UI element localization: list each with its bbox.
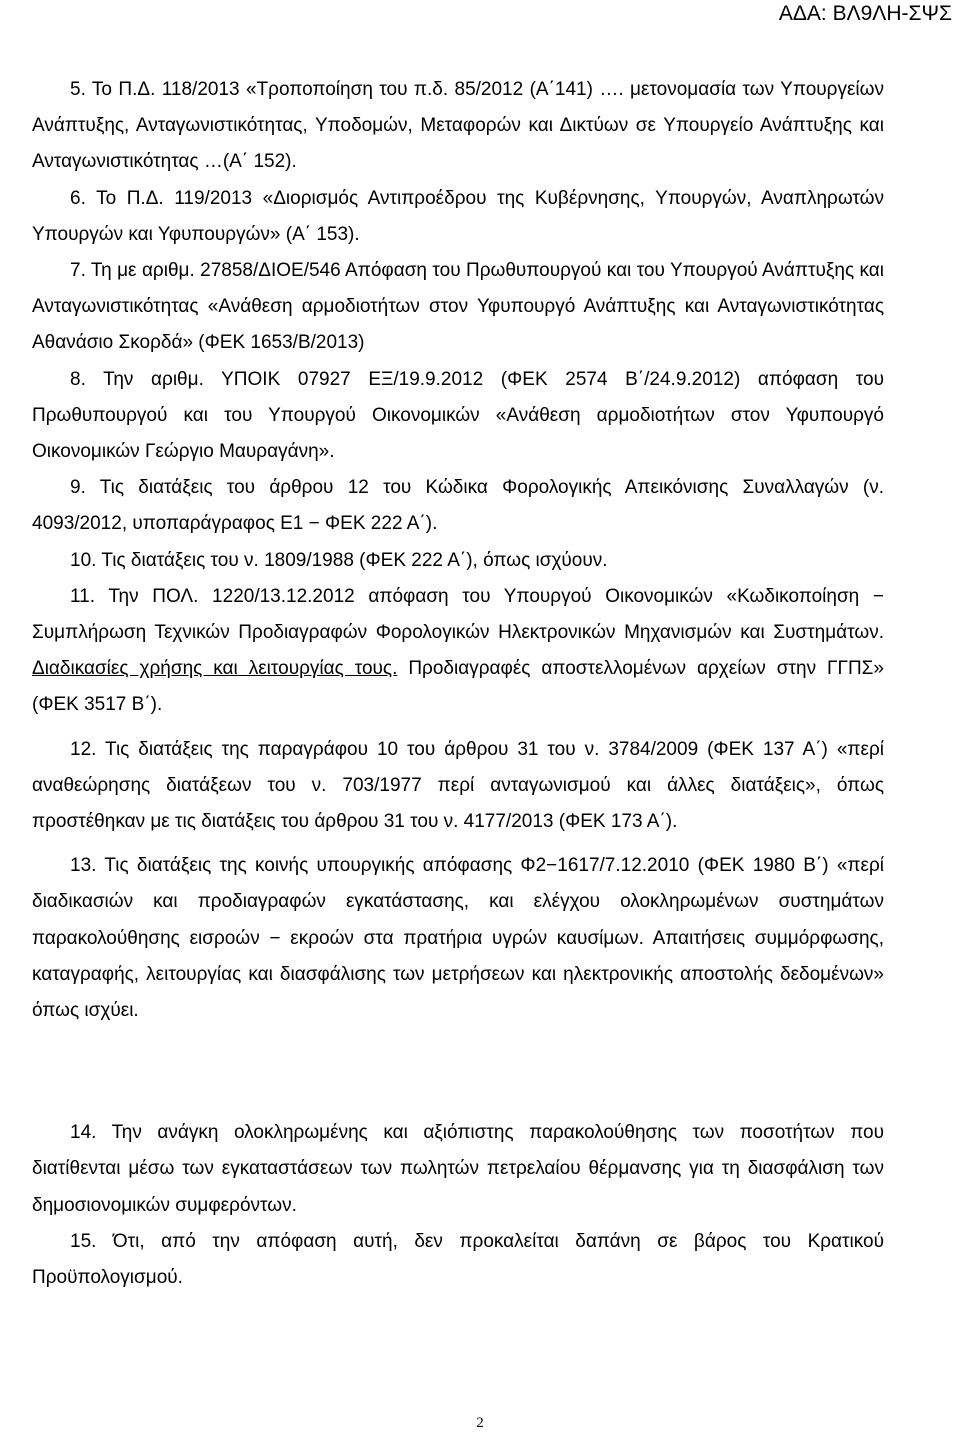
item-8: 8. Την αριθμ. ΥΠΟΙΚ 07927 ΕΞ/19.9.2012 (ΦΕΚ 2574 Β΄/24.9.2012) απόφαση του Πρωθυπουργού και του Υπουργού Οικονομικών «Ανάθεση αρμοδιοτήτων στον Υφυπουργό Οικονομικών Γεώργιο Μαυραγάνη». bbox=[32, 368, 884, 463]
ada-code: ΑΔΑ: ΒΛ9ΛΗ-ΣΨΣ bbox=[778, 2, 952, 25]
item-14: 14. Την ανάγκη ολοκληρωμένης και αξιόπιστης παρακολούθησης των ποσοτήτων που διατίθενται μέσω των εγκαταστάσεων των πωλητών πετρελαίου θέρμανσης για τη διασφάλιση των δημοσιονομικών συμφερόντων. bbox=[32, 1122, 884, 1216]
item-11-text: 11. Την ΠΟΛ. 1220/13.12.2012 απόφαση του Υπουργού Οικονομικών «Κωδικοποίηση − Συμπλήρωση Τεχνικών Προδιαγραφών Φορολογικών Ηλεκτρονικών Μηχανισμών και Συστημάτων. bbox=[32, 585, 884, 644]
item-11-underlined: Διαδικασίες χρήσης και λειτουργίας τους. bbox=[32, 658, 398, 680]
document-body bbox=[32, 72, 884, 1296]
item-5: 5. Το Π.Δ. 118/2013 «Τροποποίηση του π.δ. 85/2012 (Α΄141) …. μετονομασία των Υπουργείων Ανάπτυξης, Ανταγωνιστικότητας, Υποδομών, Μεταφορών και Δικτύων σε Υπουργείο Ανάπτυξης και Ανταγωνιστικότητας …(Α΄ 152). bbox=[32, 79, 884, 173]
item-12: 12. Τις διατάξεις της παραγράφου 10 του άρθρου 31 του ν. 3784/2009 (ΦΕΚ 137 Α΄) «περί αναθεώρησης διατάξεων του ν. 703/1977 περί ανταγωνισμού και άλλες διατάξεις», όπως προστέθηκαν με τις διατάξεις του άρθρου 31 του ν. 4177/2013 (ΦΕΚ 173 Α΄). bbox=[32, 738, 884, 833]
page-number: 2 bbox=[476, 1415, 484, 1431]
item-9: 9. Τις διατάξεις του άρθρου 12 του Κώδικα Φορολογικής Απεικόνισης Συναλλαγών (ν. 4093/2012, υποπαράγραφος Ε1 − ΦΕΚ 222 Α΄). bbox=[32, 477, 884, 535]
item-7: 7. Τη με αριθμ. 27858/ΔΙΟΕ/546 Απόφαση του Πρωθυπουργού και του Υπουργού Ανάπτυξης και Ανταγωνιστικότητας «Ανάθεση αρμοδιοτήτων στον Υφυπουργό Ανάπτυξης και Ανταγωνιστικότητας Αθανάσιο Σκορδά» (ΦΕΚ 1653/Β/2013) bbox=[32, 260, 884, 354]
item-6: 6. Το Π.Δ. 119/2013 «Διορισμός Αντιπροέδρου της Κυβέρνησης, Υπουργών, Αναπληρωτών Υπουργών και Υφυπουργών» (Α΄ 153). bbox=[32, 187, 884, 245]
item-11 bbox=[32, 579, 884, 724]
item-10: 10. Τις διατάξεις του ν. 1809/1988 (ΦΕΚ 222 Α΄), όπως ισχύουν. bbox=[70, 549, 608, 571]
item-15: 15. Ότι, από την απόφαση αυτή, δεν προκαλείται δαπάνη σε βάρος του Κρατικού Προϋπολογισμού. bbox=[32, 1230, 884, 1289]
item-11-text-end: Προδιαγραφές αποστελλομένων αρχείων στην ΓΓΠΣ» (ΦΕΚ 3517 Β΄). bbox=[32, 658, 884, 716]
item-13: 13. Τις διατάξεις της κοινής υπουργικής απόφασης Φ2−1617/7.12.2010 (ΦΕΚ 1980 Β΄) «περί διαδικασιών και προδιαγραφών εγκατάστασης, και ελέγχου ολοκληρωμένων συστημάτων παρακολούθησης εισροών − εκροών στα πρατήρια υγρών καυσίμων. Απαιτήσεις συμμόρφωσης, καταγραφής, λειτουργίας και διασφάλισης των μετρήσεων και ηλεκτρονικής αποστολής δεδομένων» όπως ισχύει. bbox=[32, 855, 884, 1022]
